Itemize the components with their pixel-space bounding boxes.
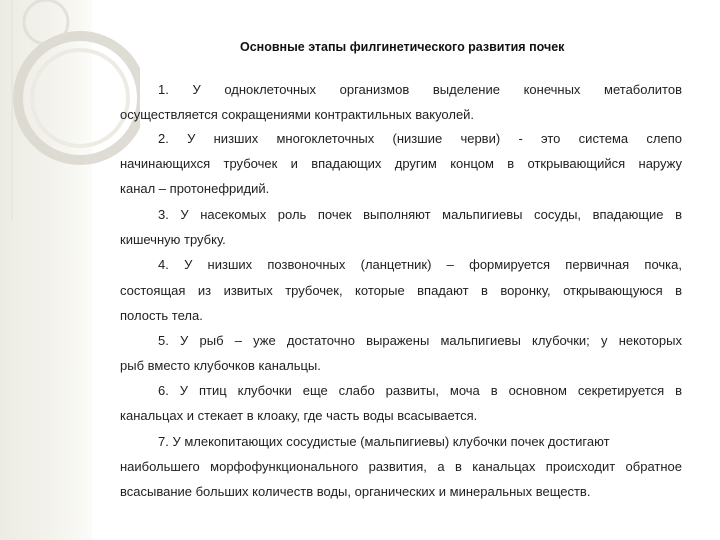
p4-line-3: полость тела. <box>120 308 203 323</box>
p7-line-2: наибольшего морфофункционального развития, а в канальцах происходит обратное <box>120 459 682 474</box>
p6-line-1: 6. У птиц клубочки еще слабо развиты, моча в основном секретируется в <box>158 383 682 398</box>
p3-line-1: 3. У насекомых роль почек выполняют мальпигиевы сосуды, впадающие в <box>158 207 682 222</box>
p2-line-3: канал – протонефридий. <box>120 181 270 196</box>
p5-line-2: рыб вместо клубочков канальцы. <box>120 358 321 373</box>
p4-line-2: состоящая из извитых трубочек, которые впадают в воронку, открывающуюся в <box>120 283 682 298</box>
decorative-ring-ornament <box>0 0 140 220</box>
p7-line-3: всасывание больших количеств воды, органических и минеральных веществ. <box>120 484 591 499</box>
ornament-ring-inner <box>32 50 128 146</box>
p7-line-1: 7. У млекопитающих сосудистые (мальпигиевы) клубочки почек достигают <box>158 434 610 449</box>
p6-line-2: канальцах и стекает в клоаку, где часть воды всасывается. <box>120 408 478 423</box>
p5-line-1: 5. У рыб – уже достаточно выражены мальпигиевы клубочки; у некоторых <box>158 333 682 348</box>
p4-line-1: 4. У низших позвоночных (ланцетник) – формируется первичная почка, <box>158 257 682 272</box>
ornament-ring-small <box>24 0 68 44</box>
p1-line-2: осуществляется сокращениями контрактильных вакуолей. <box>120 107 475 122</box>
p2-line-2: начинающихся трубочек и впадающих другим концом в открывающийся наружу <box>120 156 682 171</box>
ornament-ring-outer <box>18 36 140 160</box>
document-title: Основные этапы филгинетического развития почек <box>240 40 565 54</box>
p3-line-2: кишечную трубку. <box>120 232 226 247</box>
p1-line-1: 1. У одноклеточных организмов выделение конечных метаболитов <box>158 82 682 97</box>
p2-line-1: 2. У низших многоклеточных (низшие черви) - это система слепо <box>158 131 682 146</box>
